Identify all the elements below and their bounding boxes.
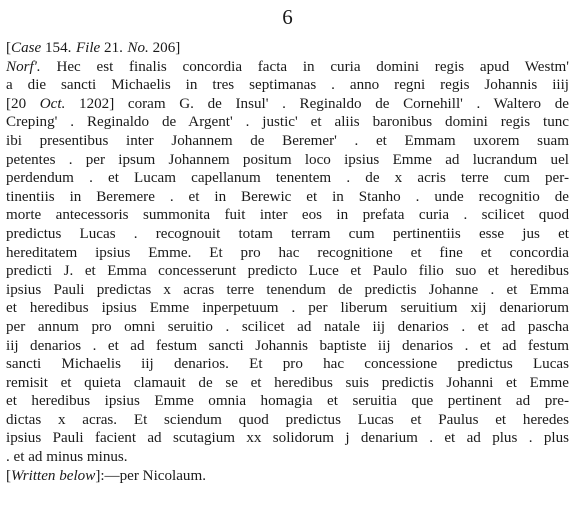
text-line: ipsius Pauli facient ad scutagium xx solidorum j denarium . et ad plus . plus — [6, 430, 569, 447]
text-line: remisit et quieta clamauit de se et heredibus suis predictis Johanni et Emme — [6, 374, 569, 391]
footer-note: [Written below]:—per Nicolaum. — [6, 467, 206, 484]
text-line: sancti Michaelis iij denarios. Et pro hac concessione predictus Lucas — [6, 356, 569, 373]
case-label: Case — [11, 40, 42, 56]
text-line: predicti J. et Emma concesserunt predicto Luce et Paulo filio suo et heredibus — [6, 263, 569, 280]
text-line: ibi presentibus inter Johannem de Beremer' . et Emmam uxorem suam — [6, 132, 569, 149]
text-line: a die sancti Michaelis in tres septimanas . anno regni regis Johannis iiij — [6, 77, 569, 94]
footer-label: Written below — [11, 467, 96, 484]
text-line: predictus Lucas . recognouit totam terram cum pertinentiis esse jus et — [6, 225, 569, 242]
page-number: 6 — [282, 5, 293, 29]
no-number: 206] — [152, 40, 181, 56]
text-line: . et ad minus minus. — [6, 449, 128, 466]
text-line: dictas x acras. Et sciendum quod predictus Lucas et Paulus et heredes — [6, 411, 569, 428]
file-number: 21. — [104, 40, 123, 56]
no-label: No. — [127, 40, 149, 56]
text-line: iij denarios . et ad festum sancti Johannis baptiste iij denarios . et ad festum — [6, 337, 569, 354]
text-line: ipsius Pauli predictas x acras terre tenendum de predictis Johanne . et Emma — [6, 281, 569, 298]
text-line: perdendum . et Lucam capellanum tenentem . de x acris terre cum per- — [6, 170, 569, 187]
date-note: [20 Oct. 1202] — [6, 95, 115, 112]
heading-open-bracket: [ — [6, 40, 12, 56]
county-marker: Norf'. — [6, 58, 41, 75]
text-line: per annum pro omni seruitio . scilicet ad natale iij denarios . et ad pascha — [6, 318, 569, 335]
text-line: et heredibus ipsius Emme omnia homagia et seruitia que pertinent ad pre- — [6, 393, 569, 410]
case-heading — [6, 39, 569, 58]
case-number: 154. — [45, 40, 72, 56]
text-line: Creping' . Reginaldo de Argent' . justic' et aliis baronibus domini regis tunc — [6, 114, 569, 131]
text-line: et heredibus ipsius Emme inperpetuum . per liberum seruitium xij denariorum — [6, 300, 569, 317]
text-line: morte antecessoris summonita fuit inter eos in prefata curia . scilicet quod — [6, 207, 569, 224]
text-line: hereditatem ipsius Emme. Et pro hac recognitione et fine et concordia — [6, 244, 569, 261]
text-line: petentes . per ipsum Johannem positum loco ipsius Emme ad lucrandum uel — [6, 151, 569, 168]
text-line: [20 Oct. 1202] coram G. de Insul' . Reginaldo de Cornehill' . Waltero de — [6, 95, 569, 112]
text-line: Norf'. Hec est finalis concordia facta in curia domini regis apud Westm' — [6, 58, 569, 75]
file-label: File — [75, 40, 101, 56]
text-line: tinentiis in Beremere . et in Berewic et in Stanho . unde recognitio de — [6, 188, 569, 205]
document-body — [6, 39, 569, 485]
